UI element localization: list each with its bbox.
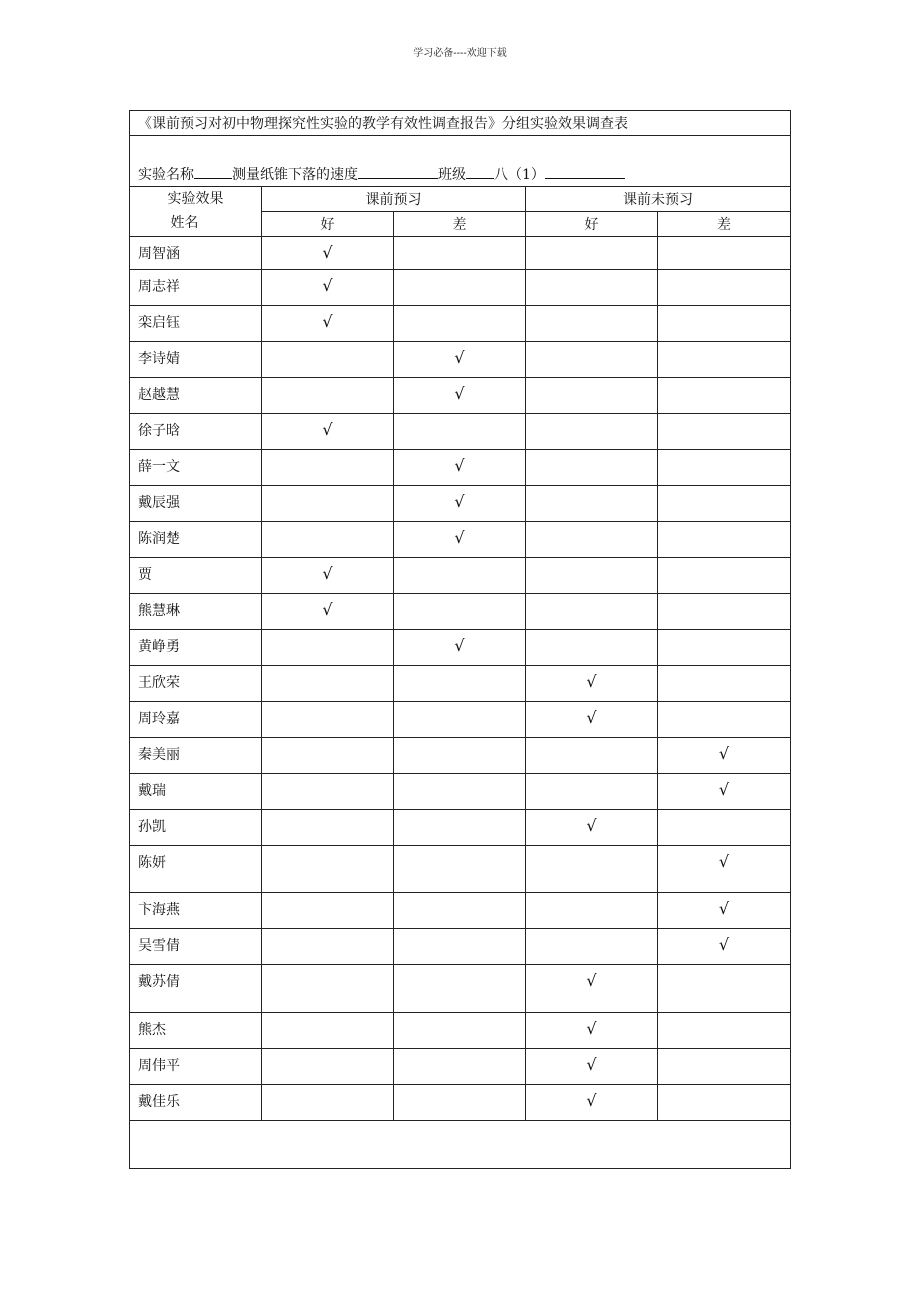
preview-bad-cell (394, 893, 526, 929)
table-row (130, 893, 791, 929)
table-row (130, 702, 791, 738)
no-preview-bad-cell (658, 1013, 791, 1049)
check-mark-icon: √ (718, 780, 730, 799)
no-preview-good-cell (526, 1085, 658, 1121)
preview-bad-cell (394, 846, 526, 893)
student-name: 薛一文 (130, 450, 262, 486)
check-mark-icon: √ (586, 672, 597, 691)
student-name: 王欣荣 (130, 666, 262, 702)
preview-good-cell (262, 893, 394, 929)
table-row (130, 1049, 791, 1085)
no-preview-bad-cell (658, 893, 791, 929)
table-row (130, 1085, 791, 1121)
preview-good-cell (262, 378, 394, 414)
preview-good-cell (262, 237, 394, 270)
table-title: 《课前预习对初中物理探究性实验的教学有效性调查报告》分组实验效果调查表 (130, 111, 791, 136)
student-name: 陈妍 (130, 846, 262, 893)
check-mark-icon: √ (586, 971, 597, 990)
preview-good-cell (262, 1013, 394, 1049)
preview-good-cell (262, 774, 394, 810)
no-preview-good-cell (526, 378, 658, 414)
info-row (130, 136, 791, 187)
preview-bad-cell (394, 594, 526, 630)
preview-good-header: 好 (262, 212, 394, 237)
page-header-note: 学习必备----欢迎下载 (413, 48, 507, 59)
no-preview-good-cell (526, 929, 658, 965)
preview-good-cell (262, 630, 394, 666)
table-row (130, 738, 791, 774)
preview-bad-cell (394, 1013, 526, 1049)
table-row (130, 630, 791, 666)
blank-footer-row (130, 1121, 791, 1169)
preview-bad-cell (394, 270, 526, 306)
no-preview-good-cell (526, 666, 658, 702)
no-preview-good-cell (526, 774, 658, 810)
no-preview-bad-cell (658, 965, 791, 1013)
experiment-label: 实验名称 (138, 167, 194, 183)
table-row (130, 965, 791, 1013)
preview-good-cell (262, 666, 394, 702)
experiment-name-blank-line (358, 164, 438, 179)
no-preview-bad-cell (658, 846, 791, 893)
no-preview-bad-cell (658, 1049, 791, 1085)
no-preview-good-cell (526, 306, 658, 342)
preview-good-cell (262, 738, 394, 774)
check-mark-icon: √ (322, 312, 333, 331)
survey-table (129, 110, 791, 1169)
student-name: 贾 (130, 558, 262, 594)
table-row (130, 237, 791, 270)
preview-good-cell (262, 965, 394, 1013)
no-preview-bad-cell (658, 630, 791, 666)
check-mark-icon: √ (322, 276, 333, 295)
preview-bad-cell (394, 342, 526, 378)
preview-bad-cell (394, 630, 526, 666)
no-preview-good-cell (526, 846, 658, 893)
check-mark-icon: √ (586, 1091, 597, 1110)
preview-bad-cell (394, 522, 526, 558)
preview-good-cell (262, 486, 394, 522)
preview-bad-cell (394, 810, 526, 846)
check-mark-icon: √ (454, 528, 465, 547)
no-preview-good-cell (526, 414, 658, 450)
experiment-blank-line (194, 164, 232, 179)
table-row (130, 810, 791, 846)
student-name: 李诗婧 (130, 342, 262, 378)
student-name: 周智涵 (130, 237, 262, 270)
table-row (130, 486, 791, 522)
group-no-preview-header: 课前未预习 (526, 187, 791, 212)
preview-bad-cell (394, 558, 526, 594)
no-preview-bad-cell (658, 774, 791, 810)
no-preview-bad-cell (658, 522, 791, 558)
preview-good-cell (262, 594, 394, 630)
corner-top-label: 实验效果 (167, 191, 224, 207)
student-name: 黄峥勇 (130, 630, 262, 666)
no-preview-good-cell (526, 893, 658, 929)
no-preview-good-cell (526, 630, 658, 666)
check-mark-icon: √ (322, 420, 333, 439)
preview-bad-cell (394, 414, 526, 450)
preview-good-cell (262, 306, 394, 342)
student-name: 徐子晗 (130, 414, 262, 450)
class-value: 八（1） (494, 167, 545, 183)
table-row (130, 558, 791, 594)
student-name: 栾启钰 (130, 306, 262, 342)
preview-good-cell (262, 1049, 394, 1085)
student-name: 赵越慧 (130, 378, 262, 414)
table-row (130, 270, 791, 306)
no-preview-good-cell (526, 522, 658, 558)
no-preview-bad-cell (658, 810, 791, 846)
student-name: 周伟平 (130, 1049, 262, 1085)
no-preview-bad-cell (658, 558, 791, 594)
check-mark-icon: √ (586, 816, 597, 835)
student-name: 秦美丽 (130, 738, 262, 774)
check-mark-icon: √ (322, 243, 333, 262)
class-blank-line (466, 164, 494, 179)
student-name: 周玲嘉 (130, 702, 262, 738)
no-preview-bad-cell (658, 738, 791, 774)
table-row (130, 846, 791, 893)
table-row (130, 774, 791, 810)
group-header-row (130, 187, 791, 212)
check-mark-icon: √ (718, 852, 730, 871)
preview-good-cell (262, 414, 394, 450)
table-row (130, 666, 791, 702)
check-mark-icon: √ (454, 348, 465, 367)
student-name: 周志祥 (130, 270, 262, 306)
no-preview-good-cell (526, 450, 658, 486)
no-preview-good-cell (526, 738, 658, 774)
no-preview-bad-header: 差 (658, 212, 791, 237)
check-mark-icon: √ (322, 564, 333, 583)
class-value-blank-line (545, 164, 625, 179)
table-row (130, 594, 791, 630)
preview-bad-cell (394, 929, 526, 965)
preview-bad-header: 差 (394, 212, 526, 237)
student-name: 戴辰强 (130, 486, 262, 522)
no-preview-good-cell (526, 486, 658, 522)
table-row (130, 1013, 791, 1049)
preview-bad-cell (394, 774, 526, 810)
table-row (130, 522, 791, 558)
no-preview-good-cell (526, 965, 658, 1013)
preview-bad-cell (394, 666, 526, 702)
preview-bad-cell (394, 702, 526, 738)
table-row (130, 414, 791, 450)
check-mark-icon: √ (322, 600, 333, 619)
no-preview-good-cell (526, 1013, 658, 1049)
preview-bad-cell (394, 237, 526, 270)
no-preview-bad-cell (658, 929, 791, 965)
corner-bottom-label: 姓名 (170, 215, 199, 231)
no-preview-bad-cell (658, 450, 791, 486)
preview-good-cell (262, 270, 394, 306)
no-preview-good-cell (526, 810, 658, 846)
group-preview-header: 课前预习 (262, 187, 526, 212)
corner-header-cell (130, 187, 262, 237)
no-preview-bad-cell (658, 666, 791, 702)
no-preview-bad-cell (658, 306, 791, 342)
experiment-name: 测量纸锥下落的速度 (232, 167, 358, 183)
no-preview-good-cell (526, 702, 658, 738)
preview-good-cell (262, 558, 394, 594)
check-mark-icon: √ (718, 935, 730, 954)
no-preview-good-cell (526, 270, 658, 306)
preview-bad-cell (394, 1085, 526, 1121)
blank-footer-cell (130, 1121, 791, 1169)
preview-good-cell (262, 450, 394, 486)
preview-good-cell (262, 342, 394, 378)
preview-bad-cell (394, 738, 526, 774)
student-name: 戴瑞 (130, 774, 262, 810)
no-preview-bad-cell (658, 378, 791, 414)
no-preview-good-cell (526, 558, 658, 594)
check-mark-icon: √ (454, 492, 465, 511)
table-row (130, 378, 791, 414)
no-preview-good-cell (526, 1049, 658, 1085)
student-name: 孙凯 (130, 810, 262, 846)
no-preview-bad-cell (658, 486, 791, 522)
preview-good-cell (262, 810, 394, 846)
no-preview-good-header: 好 (526, 212, 658, 237)
preview-good-cell (262, 846, 394, 893)
table-row (130, 929, 791, 965)
preview-bad-cell (394, 306, 526, 342)
student-name: 陈润楚 (130, 522, 262, 558)
check-mark-icon: √ (454, 636, 465, 655)
preview-bad-cell (394, 1049, 526, 1085)
no-preview-good-cell (526, 594, 658, 630)
table-row (130, 450, 791, 486)
preview-bad-cell (394, 450, 526, 486)
table-row (130, 342, 791, 378)
student-name: 吴雪倩 (130, 929, 262, 965)
check-mark-icon: √ (718, 744, 730, 763)
student-name: 卞海燕 (130, 893, 262, 929)
title-row (130, 111, 791, 136)
preview-good-cell (262, 522, 394, 558)
preview-good-cell (262, 702, 394, 738)
check-mark-icon: √ (586, 1019, 597, 1038)
preview-good-cell (262, 1085, 394, 1121)
no-preview-good-cell (526, 342, 658, 378)
student-name: 熊慧琳 (130, 594, 262, 630)
table-row (130, 306, 791, 342)
no-preview-bad-cell (658, 414, 791, 450)
preview-good-cell (262, 929, 394, 965)
preview-bad-cell (394, 965, 526, 1013)
no-preview-bad-cell (658, 342, 791, 378)
student-name: 戴苏倩 (130, 965, 262, 1013)
experiment-info (130, 136, 791, 187)
check-mark-icon: √ (454, 384, 465, 403)
preview-bad-cell (394, 486, 526, 522)
no-preview-good-cell (526, 237, 658, 270)
class-label: 班级 (438, 167, 466, 183)
check-mark-icon: √ (586, 708, 597, 727)
check-mark-icon: √ (718, 899, 730, 918)
check-mark-icon: √ (454, 456, 465, 475)
no-preview-bad-cell (658, 1085, 791, 1121)
preview-bad-cell (394, 378, 526, 414)
no-preview-bad-cell (658, 702, 791, 738)
student-name: 熊杰 (130, 1013, 262, 1049)
check-mark-icon: √ (586, 1055, 597, 1074)
no-preview-bad-cell (658, 237, 791, 270)
no-preview-bad-cell (658, 270, 791, 306)
no-preview-bad-cell (658, 594, 791, 630)
student-name: 戴佳乐 (130, 1085, 262, 1121)
